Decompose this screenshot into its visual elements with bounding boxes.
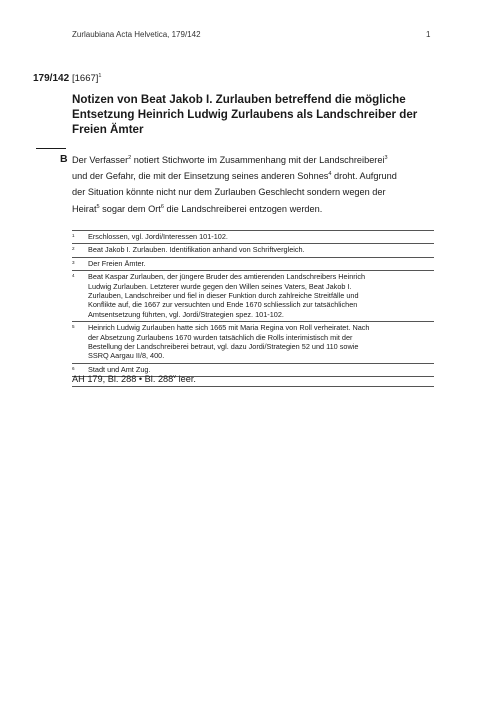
footnote-ref[interactable]: 5 — [96, 203, 100, 210]
page-number: 1 — [426, 30, 431, 39]
body-text-run: Heirat — [72, 203, 97, 214]
footnote-ref[interactable]: 3 — [384, 154, 388, 161]
body-text-run: der Situation könnte nicht nur dem Zurlauben Geschlecht sondern wegen der — [72, 187, 386, 198]
body-text-run: sogar dem Ort — [99, 203, 161, 214]
footnote-text: Der Freien Ämter. — [88, 258, 146, 268]
body-text-run: notiert Stichworte im Zusammenhang mit der Landschreiberei — [131, 155, 385, 165]
footnote-text: der Absetzung Zurlaubens 1670 wurden tatsächlich die Rolls interimistisch mit der — [88, 332, 353, 342]
body-line — [72, 184, 436, 200]
footnote-number: 4 — [72, 273, 75, 279]
body-text — [72, 152, 436, 217]
document-date — [72, 73, 101, 84]
footnote-number: 5 — [72, 324, 75, 330]
footnote-text: Stadt und Amt Zug. — [88, 364, 151, 374]
footnote-text: Ludwig Zurlauben. Letzterer wurde gegen den Willen seines Vaters, Beat Jakob I. — [88, 281, 352, 291]
body-line — [72, 201, 436, 217]
source-rule — [72, 386, 434, 387]
document-title — [72, 92, 452, 137]
footnote-text: Amtsentsetzung führten, vgl. Jordi/Strategien spez. 101-102. — [88, 309, 284, 319]
body-line — [72, 152, 436, 168]
footnote-text: Erschlossen, vgl. Jordi/Interessen 101-102. — [88, 232, 228, 241]
source-reference — [72, 374, 196, 384]
footnote-text: Bestellung der Landschreiberei betraut, vgl. dazu Jordi/Strategien 52 und 110 sowie — [88, 342, 359, 352]
date-footnote-ref[interactable]: 1 — [98, 72, 102, 79]
footnote-text: Heinrich Ludwig Zurlauben hatte sich 1665 mit Maria Regina von Roll verheiratet. Nach — [88, 323, 370, 333]
footnote-text: Zurlauben, Landschreiber und fiel in dieser Funktion durch zahlreiche Streitfälle und — [88, 291, 359, 301]
footnote-3 — [72, 257, 434, 270]
source-text: AH 179, Bl. 288 • Bl. 288 — [72, 374, 174, 384]
title-line: Entsetzung Heinrich Ludwig Zurlaubens als Landschreiber der — [72, 108, 418, 121]
body-text-run: die Landschreiberei entzogen werden. — [163, 203, 323, 214]
footnotes — [72, 230, 434, 377]
body-line — [72, 168, 436, 184]
footnote-ref[interactable]: 2 — [128, 154, 132, 161]
footnote-1 — [72, 230, 434, 243]
body-text-run: droht. Aufgrund — [331, 171, 397, 182]
title-line: Freien Ämter — [72, 123, 144, 136]
body-text-run: und der Gefahr, die mit der Einsetzung seines anderen Sohnes — [72, 171, 329, 182]
footnote-2 — [72, 243, 434, 256]
footnote-ref[interactable]: 4 — [328, 171, 332, 178]
footnote-text: Beat Kaspar Zurlauben, der jüngere Bruder des amtierenden Landschreibers Heinrich — [88, 272, 366, 282]
footnote-5 — [72, 321, 434, 363]
footnote-4 — [72, 270, 434, 321]
source-text-end: leer. — [176, 374, 196, 384]
footnote-text: SSRQ Aargau II/8, 400. — [88, 351, 165, 361]
title-line: Notizen von Beat Jakob I. Zurlauben betreffend die mögliche — [72, 93, 406, 106]
footnote-ref[interactable]: 6 — [160, 203, 164, 210]
footnote-text: Beat Jakob I. Zurlauben. Identifikation anhand von Schriftvergleich. — [88, 245, 305, 255]
footnote-number: 6 — [72, 365, 75, 371]
document-date-text: [1667] — [72, 73, 99, 84]
footnote-number: 1 — [72, 233, 75, 238]
running-head: Zurlaubiana Acta Helvetica, 179/142 — [72, 30, 201, 39]
footnote-text: Konflikte auf, die 1667 zur versuchten und Ende 1670 schliesslich zur tatsächlichen — [88, 300, 358, 310]
document-number: 179/142 — [33, 73, 70, 84]
body-text-run: Der Verfasser — [72, 155, 129, 165]
footnote-number: 2 — [72, 246, 75, 252]
section-mark: B — [60, 153, 68, 165]
source-superscript: v — [173, 373, 177, 380]
footnote-number: 3 — [72, 259, 75, 265]
section-rule — [36, 148, 66, 149]
